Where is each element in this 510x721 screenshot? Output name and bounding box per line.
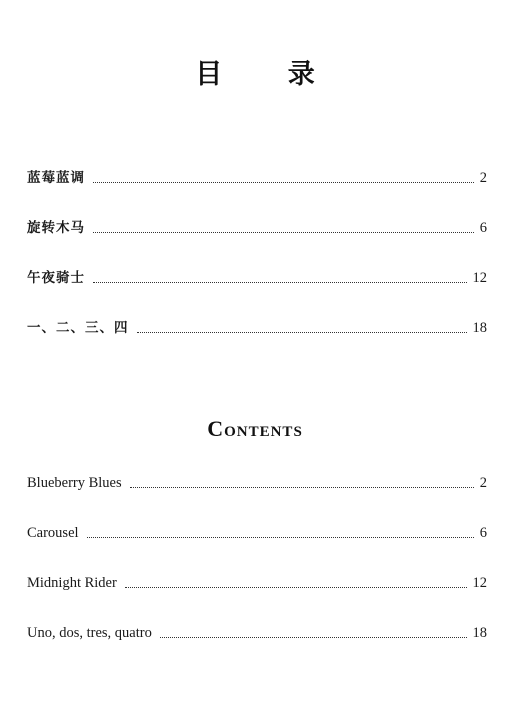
toc-entry xyxy=(27,316,487,338)
english-toc-title: Contents xyxy=(207,416,303,441)
toc-entry-title: 一、二、三、四 xyxy=(27,320,129,336)
toc-entry-title: Blueberry Blues xyxy=(27,475,122,491)
toc-entry xyxy=(27,266,487,288)
toc-entry-page: 18 xyxy=(472,320,487,336)
toc-entry-title: Carousel xyxy=(27,525,79,541)
toc-entry-title: 午夜骑士 xyxy=(27,270,85,286)
toc-entry-title: Uno, dos, tres, quatro xyxy=(27,625,152,641)
toc-entry-page: 6 xyxy=(479,525,487,541)
toc-entry-title: 旋转木马 xyxy=(27,220,85,236)
toc-entry-page: 12 xyxy=(472,270,487,286)
dot-leader xyxy=(125,587,467,588)
toc-entry-page: 2 xyxy=(479,475,487,491)
toc-entry xyxy=(27,621,487,643)
chinese-toc-title: 目 录 xyxy=(195,59,343,90)
toc-entry-page: 12 xyxy=(472,575,487,591)
toc-entry xyxy=(27,471,487,493)
dot-leader xyxy=(93,282,467,283)
dot-leader xyxy=(93,232,474,233)
toc-entry xyxy=(27,521,487,543)
dot-leader xyxy=(137,332,467,333)
toc-entry-page: 18 xyxy=(472,625,487,641)
toc-entry xyxy=(27,571,487,593)
dot-leader xyxy=(93,182,474,183)
toc-entry-page: 6 xyxy=(479,220,487,236)
dot-leader xyxy=(160,637,467,638)
dot-leader xyxy=(130,487,474,488)
dot-leader xyxy=(87,537,474,538)
toc-entry-page: 2 xyxy=(479,170,487,186)
toc-entry-title: 蓝莓蓝调 xyxy=(27,170,85,186)
toc-entry-title: Midnight Rider xyxy=(27,575,117,591)
toc-entry xyxy=(27,166,487,188)
toc-entry xyxy=(27,216,487,238)
